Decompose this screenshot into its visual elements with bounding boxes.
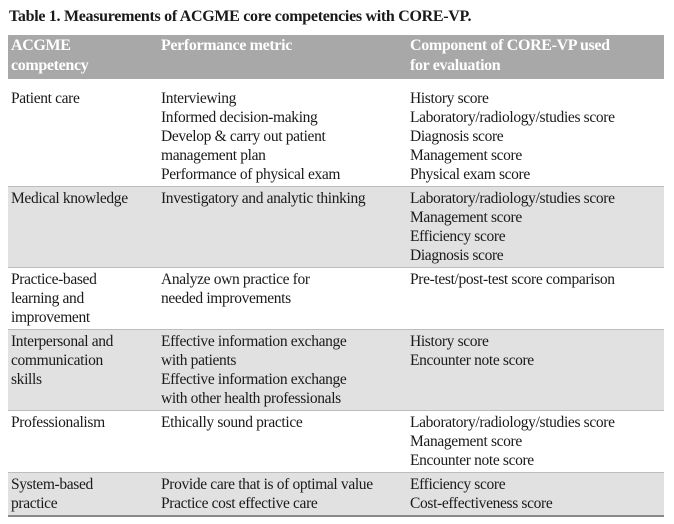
component-cell [410, 189, 664, 265]
cell-line: skills [11, 371, 42, 388]
table-title: Table 1. Measurements of ACGME core competencies with CORE-VP. [9, 8, 472, 25]
cell-line: Component of CORE-VP used [410, 37, 610, 54]
competency-cell [8, 413, 161, 470]
cell-line: Cost-effectiveness score [410, 495, 553, 512]
table-row [8, 411, 664, 473]
cell-line: with other health professionals [161, 390, 341, 407]
cell-line: Performance of physical exam [161, 166, 341, 183]
cell-line: Management score [410, 147, 522, 164]
cell-line: Interviewing [161, 90, 236, 107]
cell-line: Informed decision-making [161, 109, 318, 126]
header-cell [8, 36, 161, 76]
cell-line: Efficiency score [410, 476, 506, 493]
cell-line: with patients [161, 352, 237, 369]
cell-line: Laboratory/radiology/studies score [410, 414, 615, 431]
cell-line: for evaluation [410, 57, 501, 74]
cell-line: Medical knowledge [11, 190, 128, 207]
metric-cell [161, 89, 410, 184]
table-row [8, 87, 664, 187]
cell-line: Provide care that is of optimal value [161, 476, 373, 493]
cell-line: Analyze own practice for [161, 271, 310, 288]
cell-line: Effective information exchange [161, 333, 347, 350]
cell-line: learning and [11, 290, 84, 307]
cell-line: Efficiency score [410, 228, 506, 245]
cell-line: Management score [410, 209, 522, 226]
cell-line: Encounter note score [410, 352, 534, 369]
table-row [8, 268, 664, 330]
competency-cell [8, 475, 161, 513]
metric-cell [161, 475, 410, 513]
cell-line: Physical exam score [410, 166, 530, 183]
header-cell [410, 36, 664, 76]
cell-line: Ethically sound practice [161, 414, 303, 431]
component-cell [410, 270, 664, 327]
cell-line: competency [11, 57, 89, 74]
cell-line: History score [410, 90, 489, 107]
cell-line: needed improvements [161, 290, 291, 307]
cell-line: Performance metric [161, 37, 292, 54]
cell-line: practice [11, 495, 58, 512]
cell-line: History score [410, 333, 489, 350]
table-row [8, 473, 664, 517]
cell-line: Laboratory/radiology/studies score [410, 109, 615, 126]
competency-cell [8, 332, 161, 408]
table-row [8, 330, 664, 411]
cell-line: Diagnosis score [410, 247, 504, 264]
cell-line: Diagnosis score [410, 128, 504, 145]
cell-line: Management score [410, 433, 522, 450]
table-row [8, 187, 664, 268]
cell-line: Laboratory/radiology/studies score [410, 190, 615, 207]
component-cell [410, 89, 664, 184]
cell-line: Investigatory and analytic thinking [161, 190, 366, 207]
table-header-row [8, 35, 664, 79]
cell-line: Encounter note score [410, 452, 534, 469]
cell-line: Interpersonal and [11, 333, 114, 350]
cell-line: Patient care [11, 90, 80, 107]
cell-line: Practice cost effective care [161, 495, 318, 512]
cell-line: System-based [11, 476, 93, 493]
cell-line: Effective information exchange [161, 371, 347, 388]
metric-cell [161, 332, 410, 408]
metric-cell [161, 189, 410, 265]
cell-line: management plan [161, 147, 266, 164]
cell-line: ACGME [11, 37, 71, 54]
component-cell [410, 413, 664, 470]
metric-cell [161, 413, 410, 470]
competency-cell [8, 270, 161, 327]
competency-cell [8, 89, 161, 184]
metric-cell [161, 270, 410, 327]
header-cell [161, 36, 410, 76]
component-cell [410, 332, 664, 408]
cell-line: Develop & carry out patient [161, 128, 326, 145]
cell-line: Pre-test/post-test score comparison [410, 271, 615, 288]
competency-table [8, 35, 664, 517]
cell-line: Practice-based [11, 271, 97, 288]
component-cell [410, 475, 664, 513]
cell-line: communication [11, 352, 103, 369]
cell-line: Professionalism [11, 414, 105, 431]
cell-line: improvement [11, 309, 90, 326]
competency-cell [8, 189, 161, 265]
